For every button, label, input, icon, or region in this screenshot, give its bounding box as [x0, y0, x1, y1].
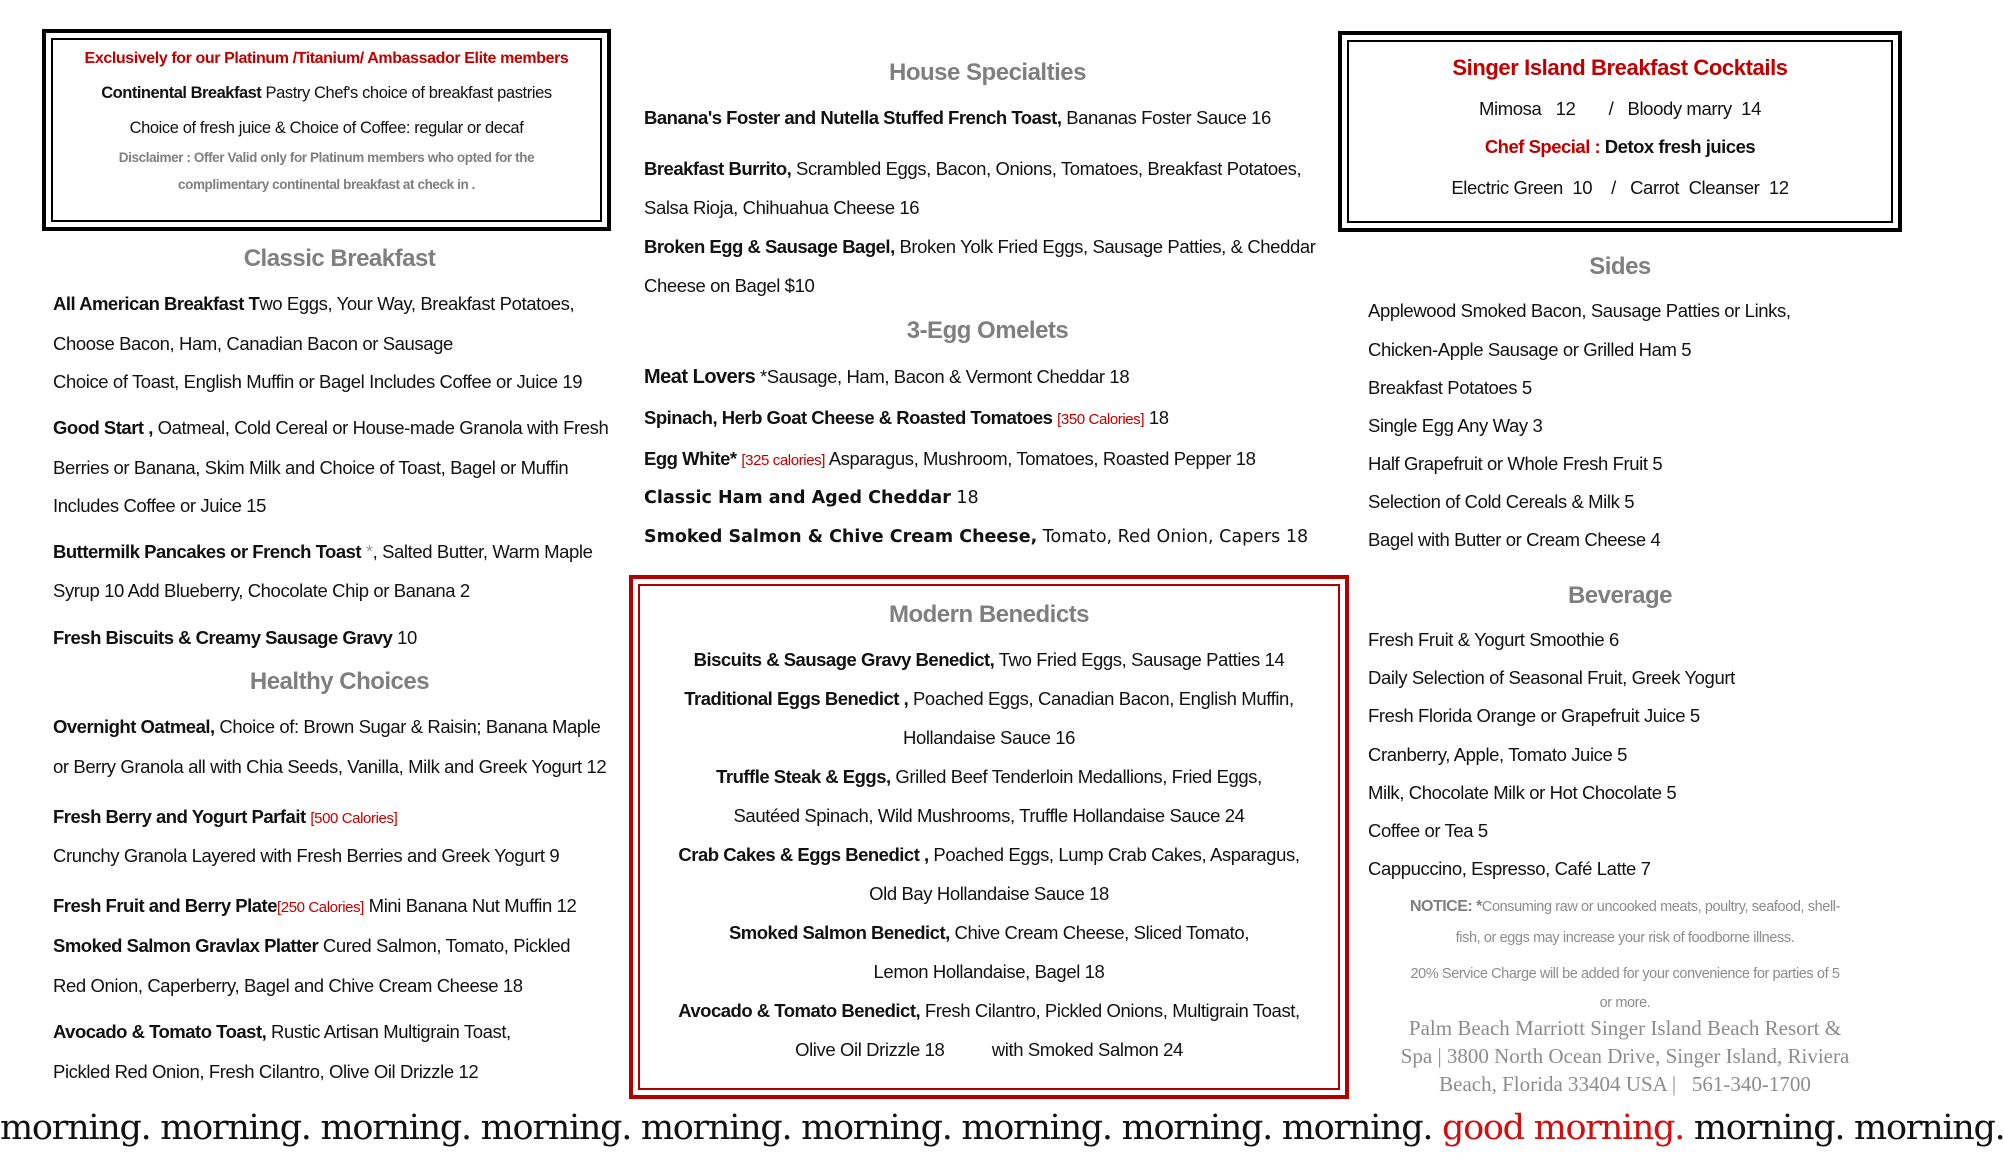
healthy-choices-heading: Healthy Choices	[249, 668, 430, 695]
beverage-item: Fresh Florida Orange or Grapefruit Juice 5	[1368, 705, 1700, 726]
notice-text-1: Consuming raw or uncooked meats, poultry, seafood, shell-	[1481, 899, 1841, 915]
spinach-omelet-name: Spinach, Herb Goat Cheese & Roasted Tomatoes	[644, 407, 1053, 428]
continental-breakfast-label: Continental Breakfast	[101, 84, 262, 102]
chef-special-label: Chef Special :	[1484, 136, 1601, 157]
egg-white-omelet-desc: Asparagus, Mushroom, Tomatoes, Roasted Pepper 18	[825, 448, 1256, 469]
sides-item: Half Grapefruit or Whole Fresh Fruit 5	[1368, 453, 1663, 474]
benedict-line-1	[629, 649, 1349, 671]
benedict-line-6	[629, 844, 1349, 866]
benedict-line-7: Old Bay Hollandaise Sauce 18	[869, 883, 1109, 904]
bananas-foster-toast-desc: Bananas Foster Sauce 16	[1061, 107, 1271, 128]
classic-line-4	[53, 417, 608, 439]
avocado-toast-name: Avocado & Tomato Toast,	[53, 1021, 267, 1042]
egg-white-omelet-name: Egg White*	[644, 448, 737, 469]
house-line-3: Salsa Rioja, Chihuahua Cheese 16	[644, 197, 920, 218]
classic-line-9	[53, 627, 417, 649]
service-charge-line-1: 20% Service Charge will be added for your convenience for parties of 5	[1410, 966, 1840, 982]
notice-label: NOTICE: *	[1409, 898, 1482, 915]
parfait-name: Fresh Berry and Yogurt Parfait	[53, 806, 306, 827]
address-block	[1340, 1014, 1910, 1098]
salmon-benedict-desc: Chive Cream Cheese, Sliced Tomato,	[949, 922, 1250, 943]
beverage-item: Cranberry, Apple, Tomato Juice 5	[1368, 744, 1628, 765]
broken-egg-bagel-name: Broken Egg & Sausage Bagel,	[644, 236, 895, 257]
beverage-item: Cappuccino, Espresso, Café Latte 7	[1368, 858, 1651, 879]
service-charge-line-2: or more.	[1599, 995, 1651, 1011]
meat-lovers-name: Meat Lovers	[644, 366, 756, 388]
house-line-2	[644, 158, 1301, 180]
egg-white-omelet-calories: [325 calories]	[741, 452, 826, 469]
house-line-1	[644, 107, 1271, 129]
beverage-item: Fresh Fruit & Yogurt Smoothie 6	[1368, 629, 1619, 650]
salmon-omelet-desc: Tomato, Red Onion, Capers 18	[1037, 527, 1309, 547]
healthy-line-9: Pickled Red Onion, Fresh Cilantro, Olive Oil Drizzle 12	[53, 1061, 479, 1082]
traditional-benedict-name: Traditional Eggs Benedict ,	[684, 688, 909, 709]
omelet-line-2	[644, 407, 1169, 429]
house-line-5: Cheese on Bagel $10	[644, 275, 815, 296]
beverage-heading: Beverage	[1567, 582, 1673, 609]
avocado-toast-desc: Rustic Artisan Multigrain Toast,	[266, 1021, 511, 1042]
crab-cakes-benedict-desc: Poached Eggs, Lump Crab Cakes, Asparagus,	[928, 844, 1300, 865]
omelets-heading: 3-Egg Omelets	[906, 317, 1069, 344]
truffle-steak-desc: Grilled Beef Tenderloin Medallions, Fried Eggs,	[890, 766, 1262, 787]
footer-morning-repeat: morning. morning. morning. morning. morning. morning. morning. morning. morning.	[0, 1108, 1443, 1148]
all-american-breakfast-desc: wo Eggs, Your Way, Breakfast Potatoes,	[259, 293, 575, 314]
avocado-benedict-desc: Fresh Cilantro, Pickled Onions, Multigrain Toast,	[920, 1000, 1300, 1021]
pancakes-desc: , Salted Butter, Warm Maple	[372, 541, 593, 562]
classic-line-1	[53, 293, 574, 315]
benedict-line-3: Hollandaise Sauce 16	[903, 727, 1075, 748]
benedicts-heading: Modern Benedicts	[888, 601, 1090, 628]
notice-line-2: fish, or eggs may increase your risk of foodborne illness.	[1455, 930, 1795, 946]
fruit-berry-plate-desc: Mini Banana Nut Muffin 12	[363, 895, 577, 916]
omelet-line-5	[644, 527, 1308, 547]
house-line-4	[644, 236, 1316, 258]
salmon-omelet-name: Smoked Salmon & Chive Cream Cheese,	[644, 527, 1038, 547]
sides-item: Chicken-Apple Sausage or Grilled Ham 5	[1368, 339, 1692, 360]
footer-morning-tail: morning. morning.	[1684, 1108, 2004, 1148]
ham-cheddar-omelet-price: 18	[950, 488, 979, 508]
benedict-line-4	[629, 766, 1349, 788]
classic-line-7	[53, 541, 592, 563]
truffle-steak-name: Truffle Steak & Eggs,	[716, 766, 891, 787]
omelet-line-4	[644, 488, 979, 508]
benedict-line-11: Olive Oil Drizzle 18 with Smoked Salmon 24	[795, 1039, 1183, 1060]
all-american-breakfast-name: All American Breakfast T	[53, 293, 260, 314]
cocktails-line-1: Mimosa 12 / Bloody marry 14	[1479, 98, 1761, 119]
crab-cakes-benedict-name: Crab Cakes & Eggs Benedict ,	[678, 844, 929, 865]
good-start-name: Good Start ,	[53, 417, 153, 438]
benedict-line-5: Sautéed Spinach, Wild Mushrooms, Truffle Hollandaise Sauce 24	[733, 805, 1245, 826]
biscuits-gravy-name: Fresh Biscuits & Creamy Sausage Gravy	[53, 627, 393, 648]
healthy-line-5	[53, 895, 576, 917]
healthy-line-1	[53, 716, 600, 738]
fruit-berry-plate-calories: [250 Calories]	[276, 899, 364, 916]
chef-special-desc: Detox fresh juices	[1600, 136, 1756, 157]
address-line-2: Spa | 3800 North Ocean Drive, Singer Island, Riviera	[1400, 1044, 1850, 1068]
bananas-foster-toast-name: Banana's Foster and Nutella Stuffed French Toast,	[644, 107, 1062, 128]
sides-item: Breakfast Potatoes 5	[1368, 377, 1532, 398]
healthy-line-7: Red Onion, Caperberry, Bagel and Chive Cream Cheese 18	[53, 975, 523, 996]
breakfast-burrito-desc: Scrambled Eggs, Bacon, Onions, Tomatoes, Breakfast Potatoes,	[791, 158, 1302, 179]
benedict-line-9: Lemon Hollandaise, Bagel 18	[873, 961, 1105, 982]
healthy-line-2: or Berry Granola all with Chia Seeds, Vanilla, Milk and Greek Yogurt 12	[53, 756, 607, 777]
sides-item: Applewood Smoked Bacon, Sausage Patties or Links,	[1368, 300, 1791, 321]
biscuits-benedict-desc: Two Fried Eggs, Sausage Patties 14	[994, 649, 1285, 670]
benedict-line-8	[629, 922, 1349, 944]
footer-good-morning: good morning.	[1442, 1108, 1684, 1148]
gravlax-platter-name: Smoked Salmon Gravlax Platter	[53, 935, 319, 956]
avocado-benedict-name: Avocado & Tomato Benedict,	[678, 1000, 921, 1021]
sides-item: Bagel with Butter or Cream Cheese 4	[1368, 529, 1661, 550]
disclaimer-line-1: Disclaimer : Offer Valid only for Platinum members who opted for the	[118, 150, 535, 165]
sides-item: Selection of Cold Cereals & Milk 5	[1368, 491, 1635, 512]
notice-line-1	[1340, 898, 1910, 916]
benedict-line-2	[629, 688, 1349, 710]
continental-breakfast-desc: Pastry Chef's choice of breakfast pastries	[261, 84, 552, 102]
cocktails-heading: Singer Island Breakfast Cocktails	[1452, 55, 1788, 80]
elite-title: Exclusively for our Platinum /Titanium/ Ambassador Elite members	[84, 50, 569, 67]
overnight-oatmeal-desc: Choice of: Brown Sugar & Raisin; Banana Maple	[214, 716, 601, 737]
ham-cheddar-omelet-name: Classic Ham and Aged Cheddar	[644, 488, 951, 508]
breakfast-burrito-name: Breakfast Burrito,	[644, 158, 792, 179]
classic-line-5: Berries or Banana, Skim Milk and Choice of Toast, Bagel or Muffin	[53, 457, 569, 478]
house-specialties-heading: House Specialties	[889, 59, 1086, 86]
beverage-item: Coffee or Tea 5	[1368, 820, 1488, 841]
beverage-item: Daily Selection of Seasonal Fruit, Greek Yogurt	[1368, 667, 1735, 688]
pancakes-name: Buttermilk Pancakes or French Toast	[53, 541, 362, 562]
spinach-omelet-price: 18	[1144, 407, 1169, 428]
good-start-desc: Oatmeal, Cold Cereal or House-made Granola with Fresh	[152, 417, 609, 438]
parfait-calories: [500 Calories]	[310, 810, 398, 827]
omelet-line-1	[644, 366, 1129, 389]
salmon-benedict-name: Smoked Salmon Benedict,	[728, 922, 950, 943]
sides-heading: Sides	[1589, 253, 1651, 280]
beverage-item: Milk, Chocolate Milk or Hot Chocolate 5	[1368, 782, 1677, 803]
traditional-benedict-desc: Poached Eggs, Canadian Bacon, English Muffin,	[908, 688, 1294, 709]
disclaimer-line-2: complimentary continental breakfast at check in .	[178, 177, 475, 192]
cocktails-line-3: Electric Green 10 / Carrot Cleanser 12	[1451, 177, 1789, 198]
classic-line-3: Choice of Toast, English Muffin or Bagel Includes Coffee or Juice 19	[53, 371, 583, 392]
good-morning-footer	[0, 1108, 2004, 1148]
classic-line-6: Includes Coffee or Juice 15	[53, 495, 267, 516]
cocktails-line-2	[1338, 136, 1902, 158]
gravlax-platter-desc: Cured Salmon, Tomato, Pickled	[318, 935, 571, 956]
continental-breakfast-line	[42, 84, 611, 103]
overnight-oatmeal-name: Overnight Oatmeal,	[53, 716, 215, 737]
address-line-3: Beach, Florida 33404 USA | 561-340-1700	[1439, 1072, 1811, 1096]
meat-lovers-desc: *Sausage, Ham, Bacon & Vermont Cheddar 18	[755, 366, 1130, 387]
spinach-omelet-calories: [350 Calories]	[1057, 411, 1145, 428]
pancakes-star: *	[361, 541, 373, 562]
sides-item: Single Egg Any Way 3	[1368, 415, 1543, 436]
classic-breakfast-heading: Classic Breakfast	[243, 245, 436, 272]
fruit-berry-plate-name: Fresh Fruit and Berry Plate	[53, 895, 277, 916]
benedict-line-10	[629, 1000, 1349, 1022]
classic-line-2: Choose Bacon, Ham, Canadian Bacon or Sausage	[53, 333, 453, 354]
omelet-line-3	[644, 448, 1256, 470]
address-line-1: Palm Beach Marriott Singer Island Beach Resort &	[1408, 1016, 1842, 1040]
juice-coffee-line: Choice of fresh juice & Choice of Coffee: regular or decaf	[129, 119, 524, 137]
classic-line-8: Syrup 10 Add Blueberry, Chocolate Chip or Banana 2	[53, 580, 470, 601]
healthy-line-6	[53, 935, 570, 957]
biscuits-gravy-price: 10	[392, 627, 417, 648]
healthy-line-4: Crunchy Granola Layered with Fresh Berries and Greek Yogurt 9	[53, 845, 560, 866]
healthy-line-8	[53, 1021, 511, 1043]
healthy-line-3	[53, 806, 397, 828]
broken-egg-bagel-desc: Broken Yolk Fried Eggs, Sausage Patties, & Cheddar	[894, 236, 1316, 257]
biscuits-benedict-name: Biscuits & Sausage Gravy Benedict,	[693, 649, 995, 670]
